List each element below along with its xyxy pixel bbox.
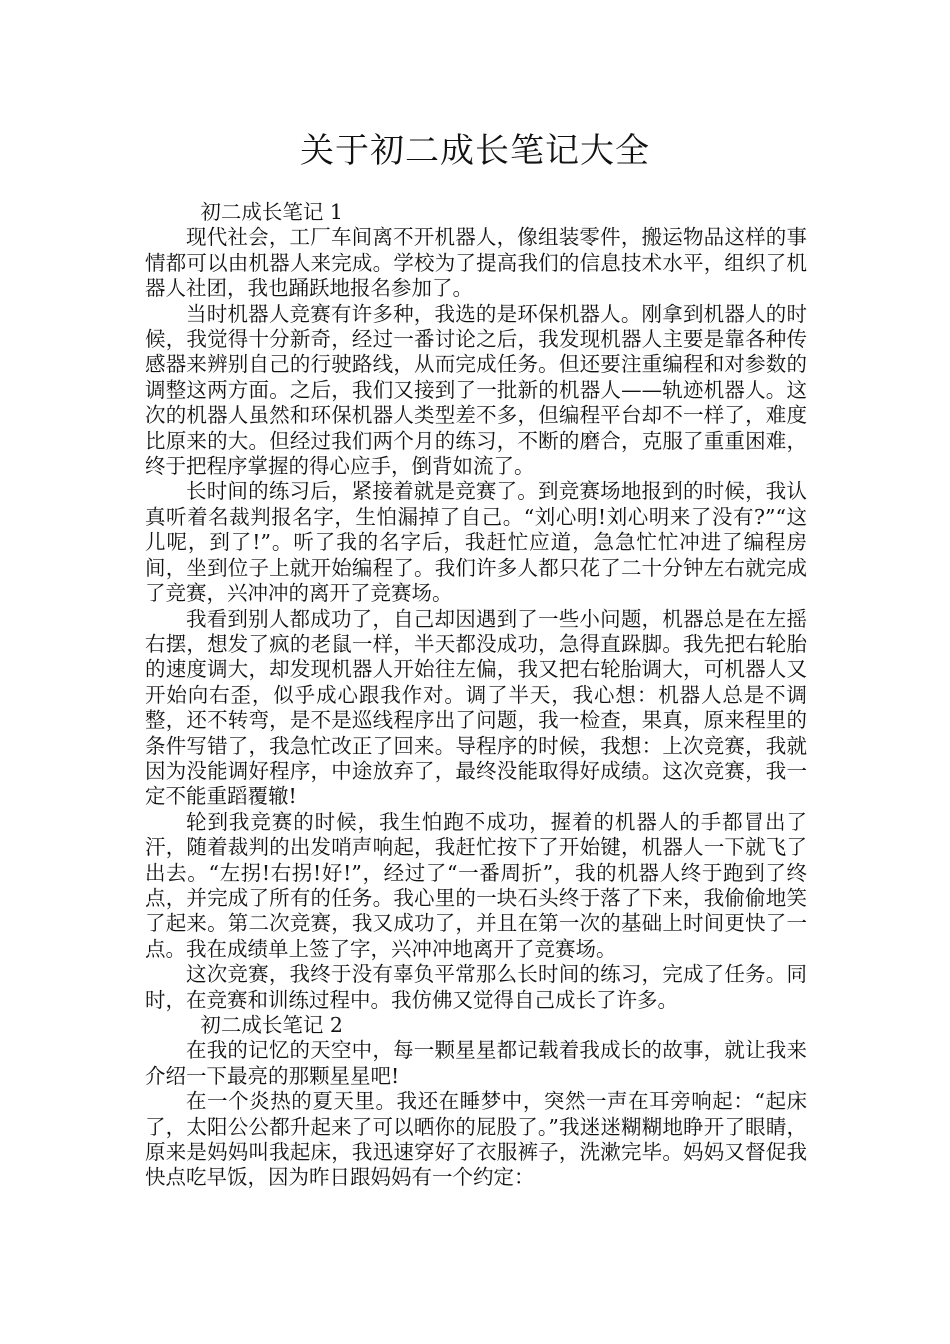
paragraph: 轮到我竞赛的时候，我生怕跑不成功，握着的机器人的手都冒出了汗，随着裁判的出发哨声响起，我赶忙按下了开始键，机器人一下就飞了出去。“左拐!右拐!好!”，经过了“一番周折”，我的机器人终于跑到了终点，并完成了所有的任务。我心里的一块石头终于落了下来，我偷偷地笑了起来。第二次竞赛，我又成功了，并且在第一次的基础上时间更快了一点。我在成绩单上签了字，兴冲冲地离开了竞赛场。	[145, 809, 807, 961]
paragraph: 我看到别人都成功了，自己却因遇到了一些小问题，机器总是在左摇右摆，想发了疯的老鼠一样，半天都没成功，急得直跺脚。我先把右轮胎的速度调大，却发现机器人开始往左偏，我又把右轮胎调大，可机器人又开始向右歪，似乎成心跟我作对。调了半天，我心想：机器人总是不调整，还不转弯，是不是巡线程序出了问题，我一检查，果真，原来程里的条件写错了，我急忙改正了回来。导程序的时候，我想：上次竞赛，我就因为没能调好程序，中途放弃了，最终没能取得好成绩。这次竞赛，我一定不能重蹈覆辙!	[145, 606, 807, 809]
paragraph: 在一个炎热的夏天里。我还在睡梦中，突然一声在耳旁响起：“起床了，太阳公公都升起来了可以晒你的屁股了。”我迷迷糊糊地睁开了眼睛，原来是妈妈叫我起床，我迅速穿好了衣服裤子，洗漱完毕。妈妈又督促我快点吃早饭，因为昨日跟妈妈有一个约定：	[145, 1089, 807, 1190]
paragraph: 在我的记忆的天空中，每一颗星星都记载着我成长的故事，就让我来介绍一下最亮的那颗星星吧!	[145, 1038, 807, 1088]
document-title: 关于初二成长笔记大全	[300, 131, 650, 171]
paragraph: 当时机器人竞赛有许多种，我选的是环保机器人。刚拿到机器人的时候，我觉得十分新奇，经过一番讨论之后，我发现机器人主要是靠各种传感器来辨别自己的行驶路线，从而完成任务。但还要注重编程和对参数的调整这两方面。之后，我们又接到了一批新的机器人——轨迹机器人。这次的机器人虽然和环保机器人类型差不多，但编程平台却不一样了，难度比原来的大。但经过我们两个月的练习，不断的磨合，克服了重重困难，终于把程序掌握的得心应手，倒背如流了。	[145, 301, 807, 479]
document-body	[145, 200, 807, 1191]
paragraph: 现代社会，工厂车间离不开机器人，像组装零件，搬运物品这样的事情都可以由机器人来完成。学校为了提高我们的信息技术水平，组织了机器人社团，我也踊跃地报名参加了。	[145, 225, 807, 301]
paragraph: 这次竞赛，我终于没有辜负平常那么长时间的练习，完成了任务。同时，在竞赛和训练过程中。我仿佛又觉得自己成长了许多。	[145, 962, 807, 1012]
section-heading: 初二成长笔记 1	[200, 200, 343, 224]
section-heading: 初二成长笔记 2	[200, 1013, 343, 1037]
paragraph: 长时间的练习后，紧接着就是竞赛了。到竞赛场地报到的时候，我认真听着名裁判报名字，生怕漏掉了自己。“刘心明!刘心明来了没有?”“这儿呢，到了!”。听了我的名字后，我赶忙应道，急急忙忙冲进了编程房间，坐到位子上就开始编程了。我们许多人都只花了二十分钟左右就完成了竞赛，兴冲冲的离开了竞赛场。	[145, 479, 807, 606]
